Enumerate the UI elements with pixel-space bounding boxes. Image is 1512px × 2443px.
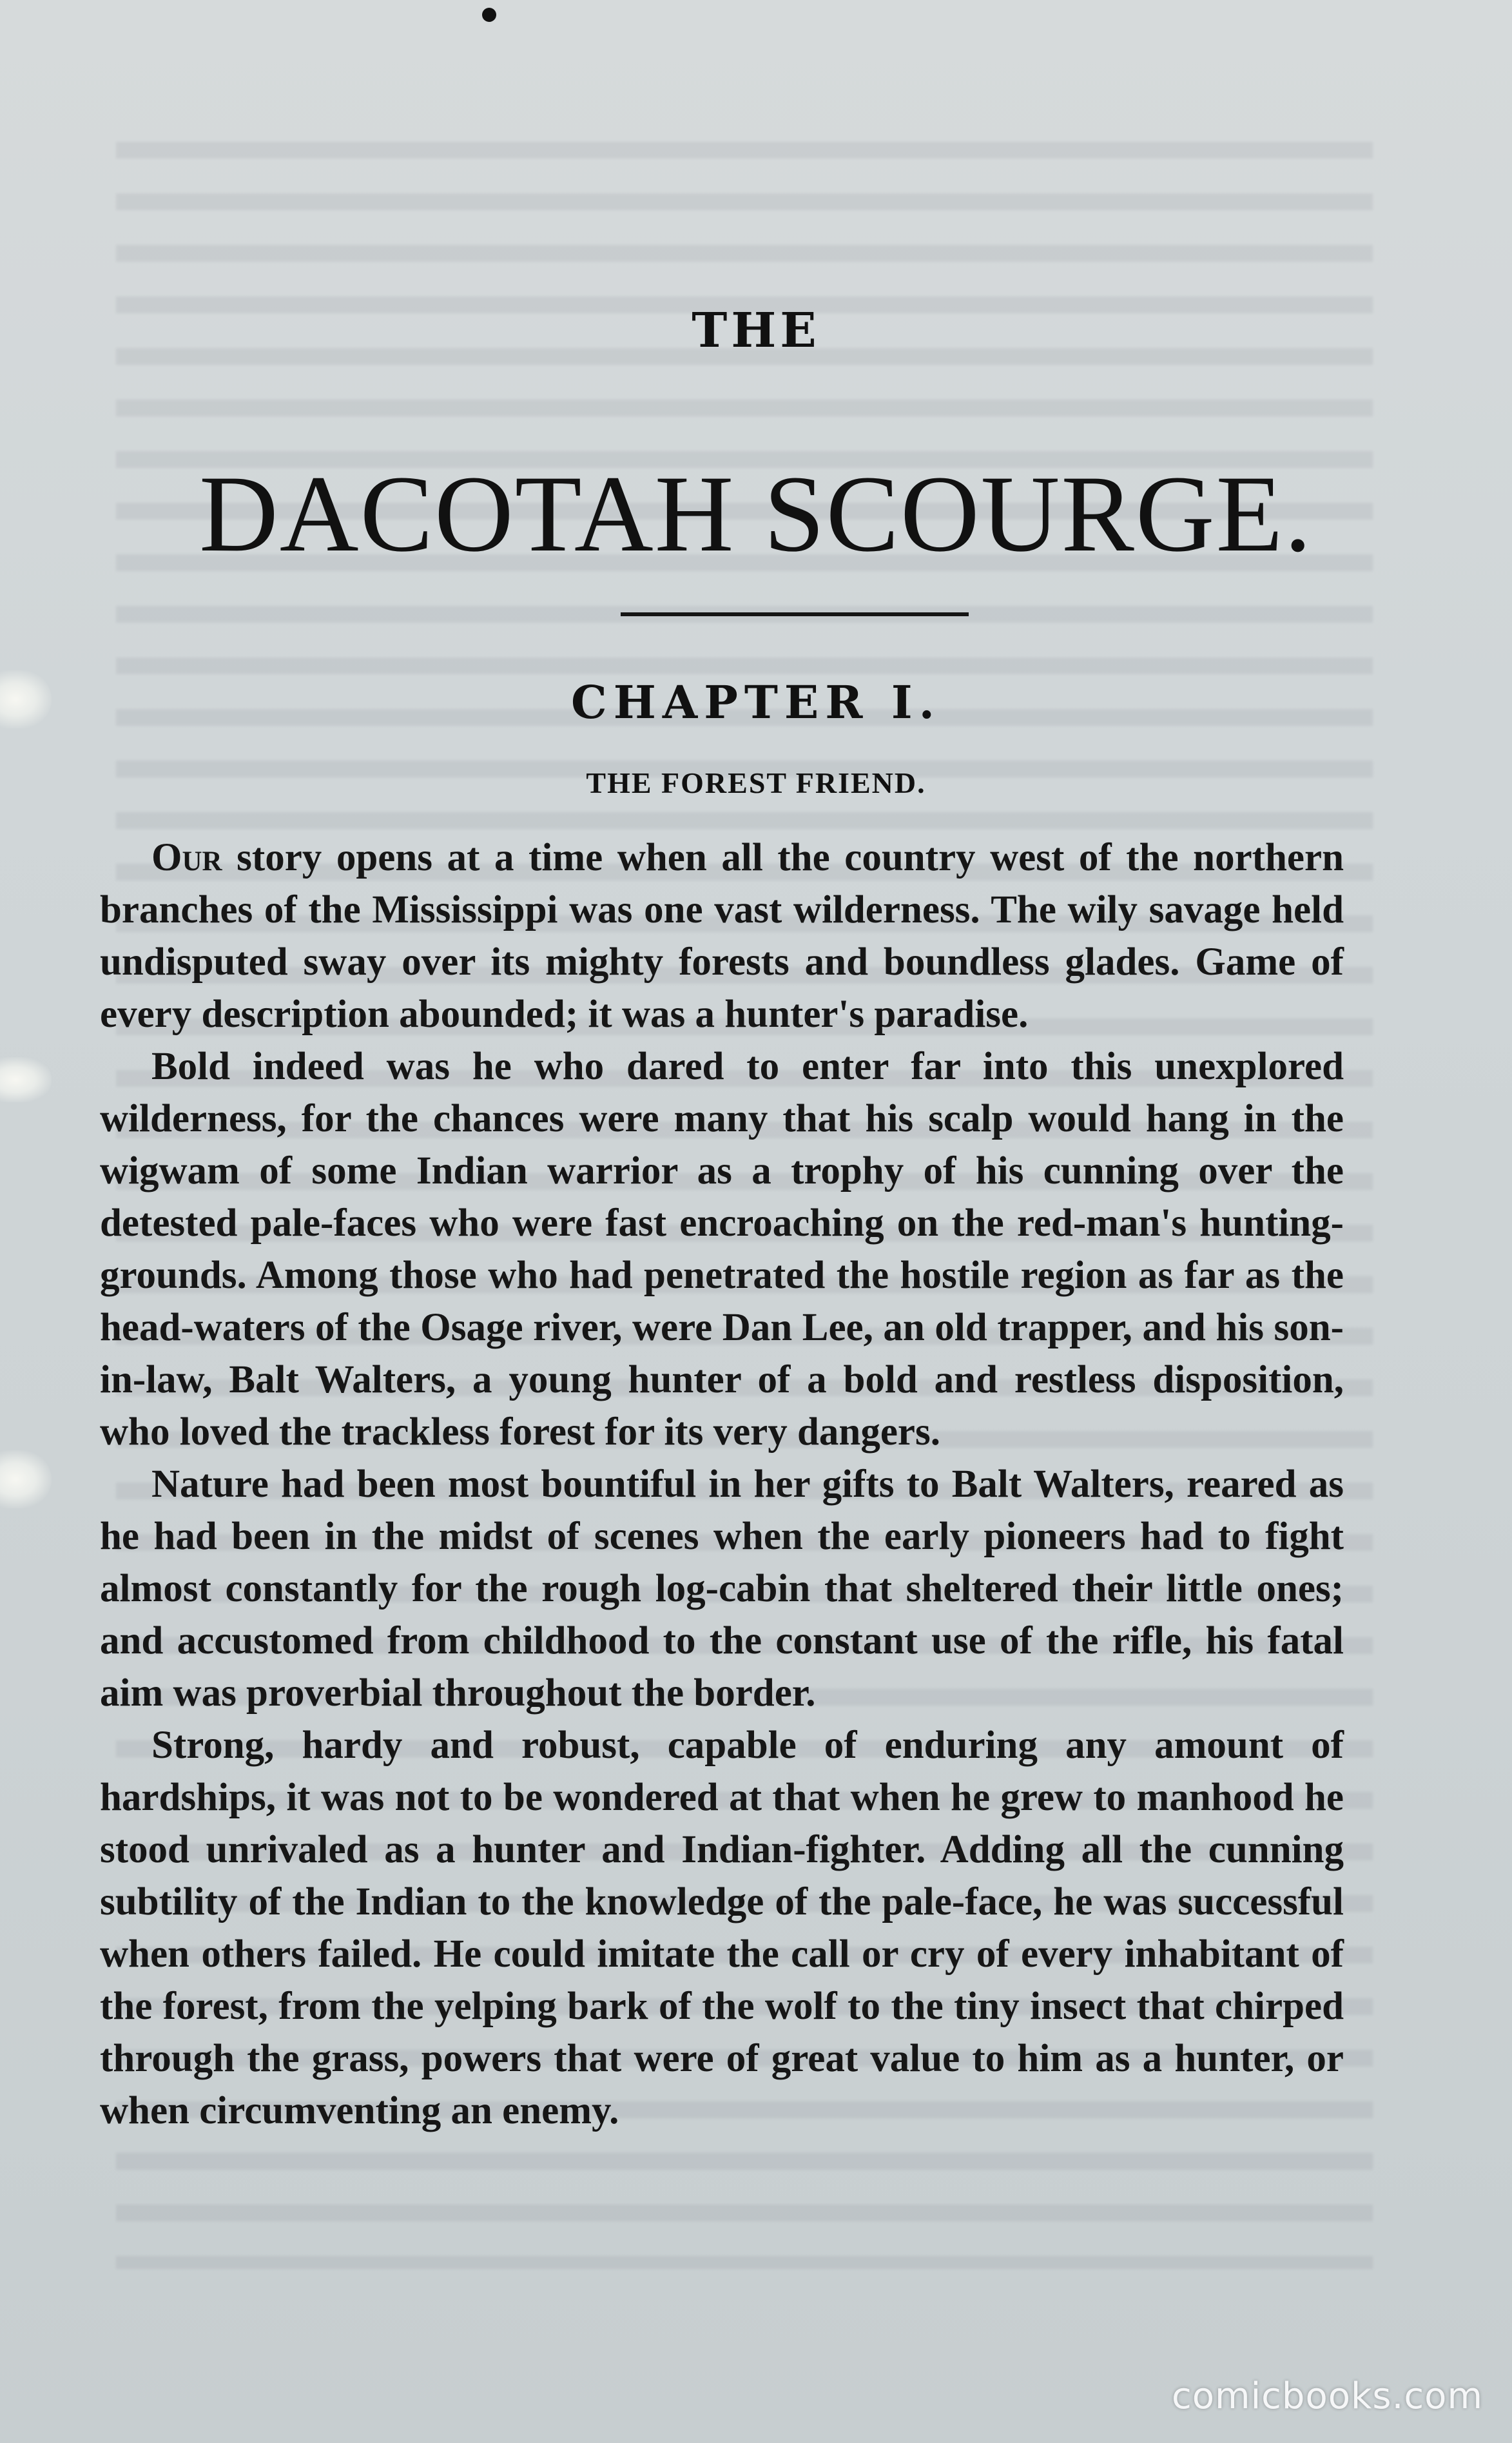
binding-hole [0, 1057, 52, 1102]
chapter-subtitle: THE FOREST FRIEND. [586, 766, 926, 799]
ink-dot [482, 8, 496, 22]
binding-hole [0, 1450, 52, 1508]
watermark: comicbooks.com [1171, 2375, 1483, 2417]
paragraph-lead-word: Our [151, 836, 222, 879]
book-title: DACOTAH SCOURGE. [199, 453, 1313, 574]
paragraph-text: Nature had been most bountiful in her gifts to Balt Walters, reared as he had been in the midst of scenes when the early pioneers had to fight almost constantly for the rough log-cabin that sheltered their little ones; and accustomed from childhood to the constant use of the rifle, his fatal aim was proverbial throughout the border. [100, 1463, 1344, 1715]
title-prefix: THE [692, 303, 820, 358]
paragraph [100, 1458, 1344, 1719]
paragraph-text: Strong, hardy and robust, capable of enduring any amount of hardships, it was not to be wondered at that when he grew to manhood he stood unrivaled as a hunter and Indian-fighter. Adding all the cunning subtility of the Indian to the knowledge of the pale-face, he was successful when others failed. He could imitate the call or cry of every inhabitant of the forest, from the yelping bark of the wolf to the tiny insect that chirped through the grass, powers that were of great value to him as a hunter, or when circumventing an enemy. [100, 1724, 1344, 2132]
chapter-heading: CHAPTER I. [571, 676, 941, 729]
paragraph-text: story opens at a time when all the country west of the northern branches of the Mississippi was one vast wilderness. The wily savage held undisputed sway over its mighty forests and boundless glades. Game of every description abounded; it was a hunter's paradise. [100, 836, 1344, 1036]
title-divider [621, 612, 969, 616]
chapter-body [100, 832, 1344, 2137]
paragraph [100, 1040, 1344, 1458]
paragraph-text: Bold indeed was he who dared to enter far into this unexplored wilderness, for the chances were many that his scalp would hang in the wigwam of some Indian warrior as a trophy of his cunning over the detested pale-faces who were fast encroaching on the red-man's hunting-grounds. Among those who had penetrated the hostile region as far as the head-waters of the Osage river, were Dan Lee, an old trapper, and his son-in-law, Balt Walters, a young hunter of a bold and restless disposition, who loved the trackless forest for its very dangers. [100, 1045, 1344, 1454]
paragraph [100, 1719, 1344, 2137]
paragraph [100, 832, 1344, 1040]
